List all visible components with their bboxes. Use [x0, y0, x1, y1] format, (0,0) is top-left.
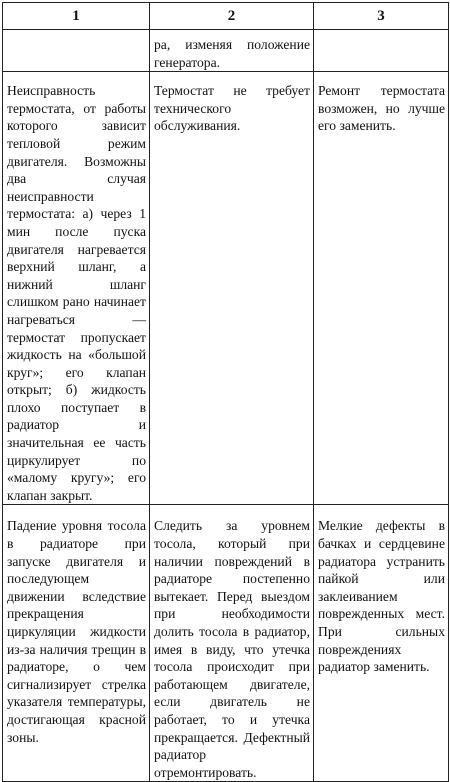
table-row [3, 72, 449, 505]
column-header-1: 1 [3, 3, 150, 30]
header-row [3, 3, 449, 30]
table-cell-repair [314, 505, 449, 782]
table-cell-fault [3, 505, 150, 782]
table-cell-maintenance [150, 72, 314, 505]
table-cell [314, 30, 449, 72]
maintenance-text: Следить за уровнем тосола, который при наличии повреждений в радиаторе постепенно вытекает. Перед выездом при необходимости долить тосола в радиатор, имея в виду, что утечка тосола происходит при работающем двигателе, если двигатель не работает, то и утечка прекращается. Дефектный радиатор отремонтировать. [154, 518, 310, 780]
maintenance-table [2, 2, 449, 782]
table-cell-fault [3, 72, 150, 505]
repair-text: Мелкие дефекты в бачках и сердцевине радиатора устранить пайкой или заклеиванием поврежденных мест. При сильных повреждениях радиатор заменить. [318, 518, 445, 675]
cell-text [3, 30, 149, 36]
table-row [3, 505, 449, 782]
column-header-2: 2 [150, 3, 314, 30]
fault-text: Падение уровня тосола в радиаторе при запуске двигателя и последующем движении вследствие прекращения циркуляции жидкости из-за наличия трещин в радиаторе, о чем сигнализирует стрелка указателя температуры, достигающая красной зоны. [7, 518, 146, 745]
column-header-3: 3 [314, 3, 449, 30]
cell-text: ра, изменяя положение генератора. [154, 37, 310, 70]
table-row-continuation [3, 30, 449, 72]
table-cell [3, 30, 150, 72]
fault-text: Неисправность термостата, от работы которого зависит тепловой режим двигателя. Возможны два случая неисправности термостата: а) через 1 мин после пуска двигателя нагревается верхний шланг, а нижний шланг слишком рано начинает нагреваться — термостат пропускает жидкость на «большой круг»; его клапан открыт; б) жидкость плохо поступает в радиатор и значительная ее часть циркулирует по «малому кругу»; его клапан закрыт. [7, 83, 146, 503]
repair-text: Ремонт термостата возможен, но лучше его заменить. [318, 83, 445, 134]
table-cell-repair [314, 72, 449, 505]
maintenance-text: Термостат не требует технического обслуживания. [154, 83, 310, 134]
table-cell-maintenance [150, 505, 314, 782]
table-cell [150, 30, 314, 72]
cell-text [314, 30, 448, 36]
